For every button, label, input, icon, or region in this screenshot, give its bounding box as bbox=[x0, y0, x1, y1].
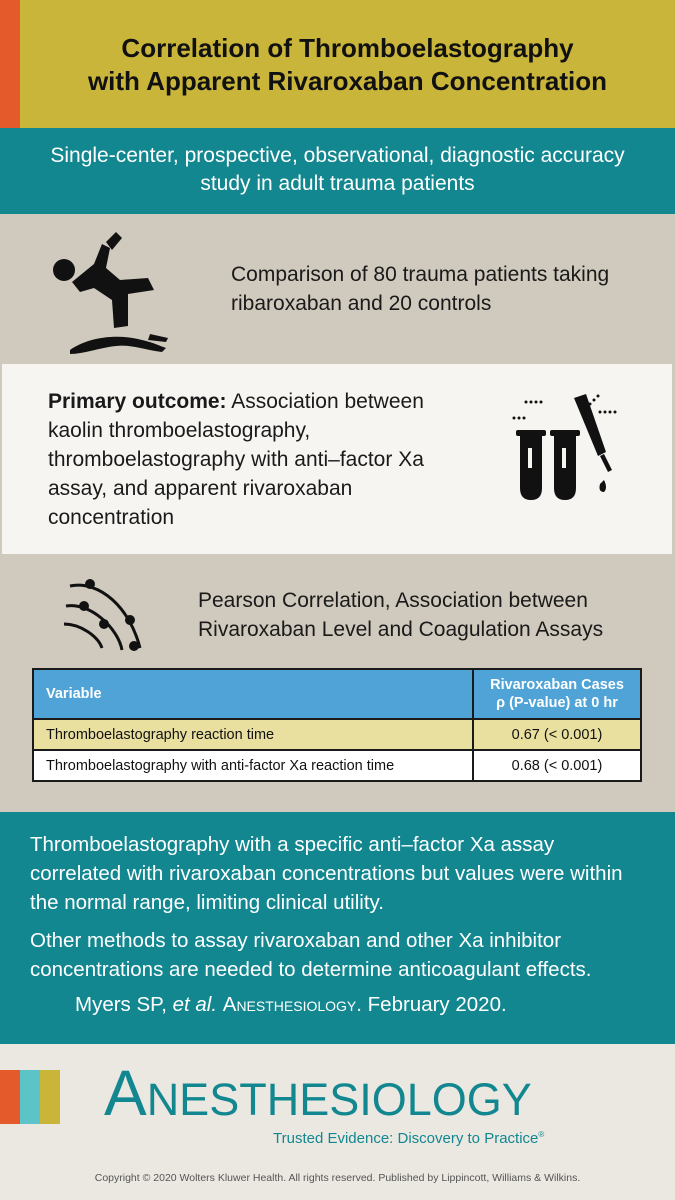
outcome-label: Primary outcome: bbox=[48, 390, 227, 413]
row-variable: Thromboelastography reaction time bbox=[33, 719, 473, 750]
conclusion-paragraph-1: Thromboelastography with a specific anti–factor Xa assay correlated with rivaroxaban concentrations but values were within the normal range, limiting clinical utility. bbox=[30, 833, 623, 914]
accent-bar bbox=[0, 0, 20, 128]
study-design-text: Single-center, prospective, observational, diagnostic accuracy study in adult trauma patients bbox=[50, 144, 625, 195]
row-value: 0.67 (< 0.001) bbox=[473, 719, 641, 750]
outcome-paragraph bbox=[48, 387, 468, 532]
correlation-curve-icon bbox=[60, 572, 150, 652]
header-rivaroxaban-cases bbox=[473, 669, 641, 719]
registered-mark: ® bbox=[538, 1130, 545, 1139]
citation bbox=[75, 990, 507, 1019]
correlation-table bbox=[32, 668, 642, 782]
conclusion-band bbox=[0, 812, 675, 1044]
citation-date: . February 2020. bbox=[356, 993, 507, 1016]
header-cases-line-1: Rivaroxaban Cases bbox=[490, 677, 624, 693]
patients-text: Comparison of 80 trauma patients taking ribaroxaban and 20 controls bbox=[231, 263, 610, 315]
test-tubes-icon bbox=[504, 392, 624, 512]
stripe-cyan bbox=[20, 1070, 40, 1124]
outcome-text: Association between kaolin thromboelastography, thromboelastography with anti–factor Xa assay, and apparent rivaroxaban concentration bbox=[48, 390, 424, 529]
title-line-1: Correlation of Thromboelastography bbox=[121, 33, 574, 63]
correlation-title: Pearson Correlation, Association between Rivaroxaban Level and Coagulation Assays bbox=[198, 589, 604, 641]
stripe-orange bbox=[0, 1070, 20, 1124]
table-row bbox=[33, 719, 641, 750]
falling-person-icon bbox=[50, 230, 170, 360]
title-band bbox=[0, 0, 675, 128]
conclusion-paragraph-2: Other methods to assay rivaroxaban and other Xa inhibitor concentrations are needed to determine anticoagulant effects. bbox=[30, 929, 592, 981]
correlation-section bbox=[0, 554, 675, 812]
citation-etal: et al. bbox=[172, 993, 218, 1016]
header-variable: Variable bbox=[33, 669, 473, 719]
citation-journal: Anesthesiology bbox=[222, 993, 357, 1016]
header-cases-line-2: ρ (P-value) at 0 hr bbox=[496, 695, 618, 711]
journal-logo: Anesthesiology bbox=[104, 1057, 532, 1129]
tagline-text: Trusted Evidence: Discovery to Practice bbox=[273, 1130, 539, 1147]
patients-section bbox=[0, 214, 675, 364]
title-line-2: with Apparent Rivaroxaban Concentration bbox=[87, 66, 608, 96]
stripe-gold bbox=[40, 1070, 60, 1124]
brand-stripes bbox=[0, 1070, 60, 1124]
study-design-band bbox=[0, 128, 675, 214]
row-value: 0.68 (< 0.001) bbox=[473, 750, 641, 781]
table-header-row bbox=[33, 669, 641, 719]
footer bbox=[0, 1044, 675, 1200]
citation-authors: Myers SP, bbox=[75, 993, 167, 1016]
row-variable: Thromboelastography with anti-factor Xa reaction time bbox=[33, 750, 473, 781]
table-row bbox=[33, 750, 641, 781]
copyright-text: Copyright © 2020 Wolters Kluwer Health. All rights reserved. Published by Lippincott, Williams & Wilkins. bbox=[94, 1172, 581, 1184]
page-title bbox=[20, 32, 675, 98]
outcome-section bbox=[2, 364, 672, 554]
journal-tagline bbox=[273, 1130, 544, 1147]
